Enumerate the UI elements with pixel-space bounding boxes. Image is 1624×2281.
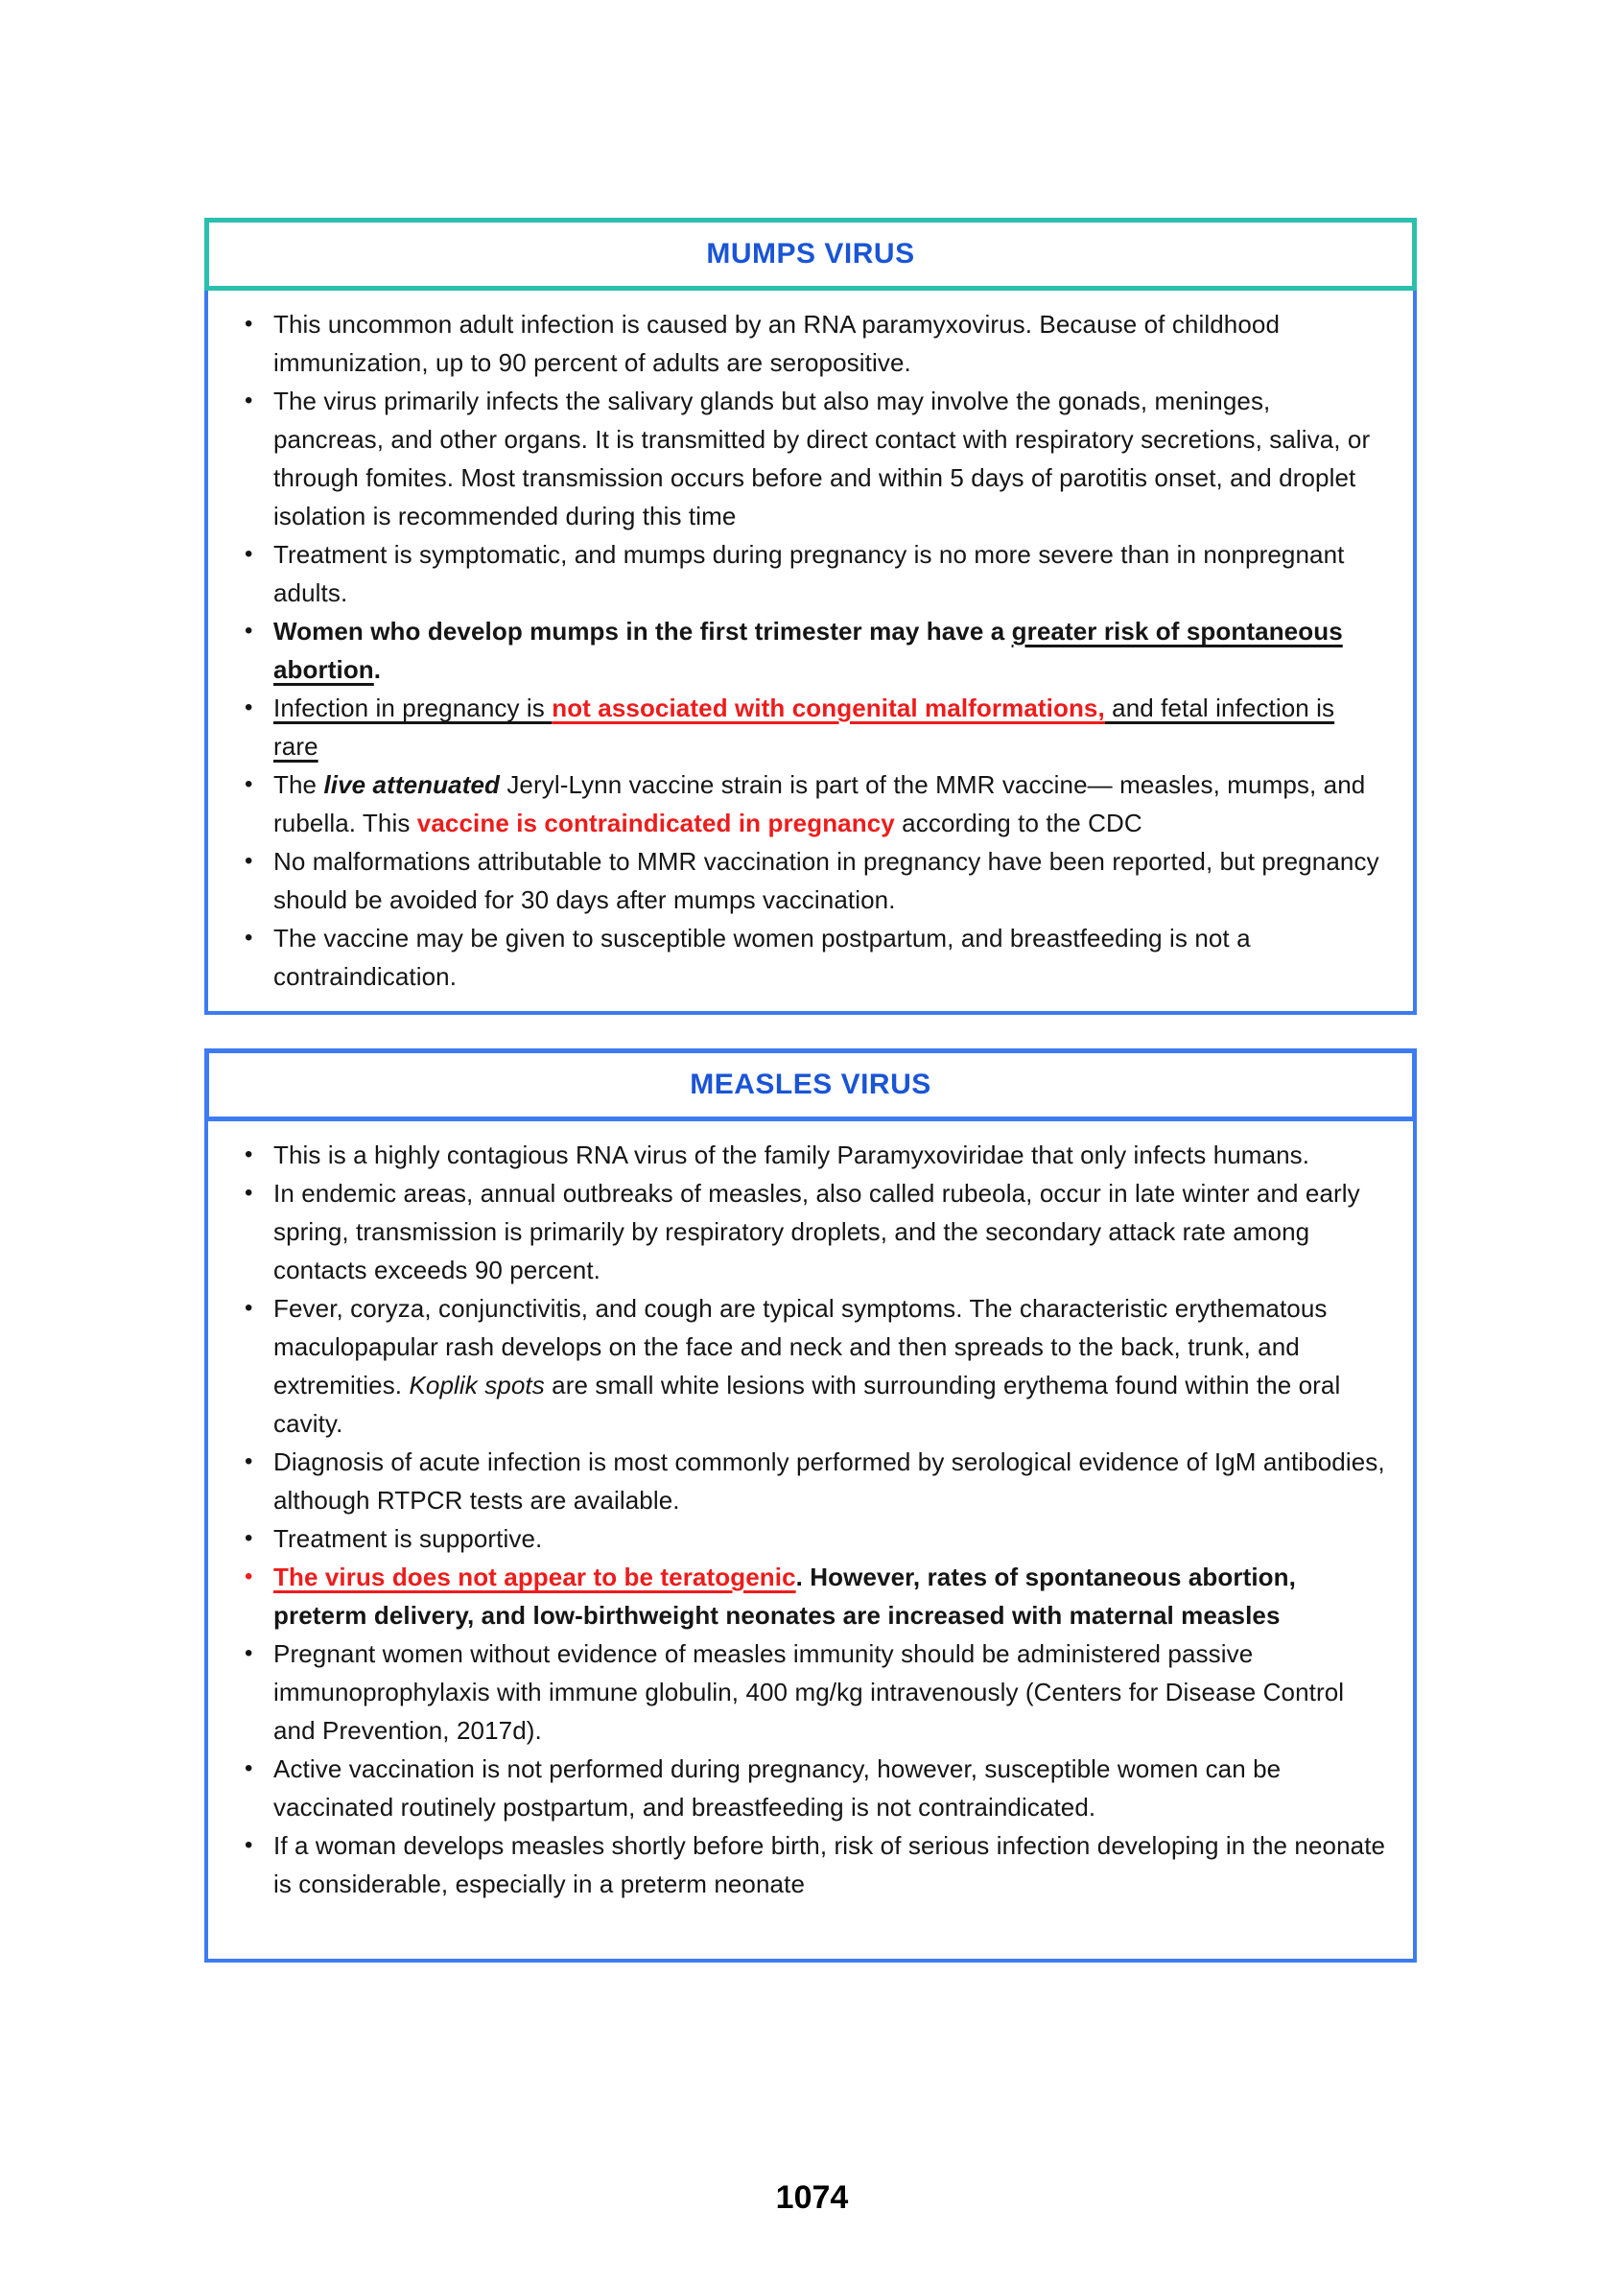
text-segment: Treatment is supportive. [273, 1524, 543, 1553]
text-segment: . [795, 1563, 811, 1591]
text-segment: vaccine is contraindicated in pregnancy [416, 809, 895, 837]
bullet-item [235, 1750, 1386, 1826]
measles-box-body [204, 1121, 1417, 1963]
bullet-item [235, 535, 1386, 612]
text-segment: live attenuated [323, 770, 500, 799]
text-segment: Women who develop mumps in the first trimester may have a [273, 617, 1012, 646]
text-segment: No malformations attributable to MMR vaccination in pregnancy have been reported, but pregnancy should be avoided for 30 days after mumps vaccination. [273, 847, 1379, 914]
text-segment: greater risk of spontaneous abortion [273, 617, 1343, 684]
measles-box-header [204, 1048, 1417, 1121]
text-segment: Infection in pregnancy is [273, 694, 553, 722]
bullet-item [235, 1558, 1386, 1634]
bullet-item [235, 382, 1386, 535]
bullet-item [235, 1826, 1386, 1903]
bullet-item [235, 1174, 1386, 1289]
text-segment: are small white lesions with surrounding erythema found within the oral cavity. [273, 1371, 1341, 1438]
bullet-item [235, 1519, 1386, 1558]
bullet-item [235, 842, 1386, 919]
text-segment: . [373, 655, 382, 684]
page-number: 1074 [775, 2179, 849, 2216]
text-segment: according to the CDC [894, 809, 1142, 837]
mumps-virus-box [204, 218, 1417, 1015]
text-segment: Active vaccination is not performed during pregnancy, however, susceptible women can be vaccinated routinely postpartum, and breastfeeding is not contraindicated. [273, 1754, 1282, 1822]
text-segment: Diagnosis of acute infection is most commonly performed by serological evidence of IgM antibodies, although RTPCR tests are available. [273, 1447, 1385, 1515]
bullet-item [235, 1443, 1386, 1519]
text-segment: Jeryl-Lynn vaccine strain is part of the MMR vaccine— measles, mumps, and rubella. This [273, 770, 1366, 837]
bullet-item [235, 612, 1386, 689]
mumps-box-title: MUMPS VIRUS [706, 238, 915, 270]
measles-bullet-list [235, 1136, 1386, 1903]
bullet-item [235, 689, 1386, 765]
text-segment: This uncommon adult infection is caused by an RNA paramyxovirus. Because of childhood immunization, up to 90 percent of adults are seropositive. [273, 310, 1281, 377]
bullet-item [235, 919, 1386, 996]
mumps-box-body [204, 291, 1417, 1015]
bullet-item [235, 1136, 1386, 1174]
text-segment: and fetal infection is rare [273, 694, 1335, 761]
text-segment: Koplik spots [409, 1371, 545, 1399]
bullet-item [235, 765, 1386, 842]
text-segment: In endemic areas, annual outbreaks of measles, also called rubeola, occur in late winter and early spring, transmission is primarily by respiratory droplets, and the secondary attack rate among contacts exceeds 90 percent. [273, 1179, 1360, 1284]
bullet-item [235, 1634, 1386, 1750]
text-segment: Treatment is symptomatic, and mumps during pregnancy is no more severe than in nonpregnant adults. [273, 540, 1345, 607]
text-segment: not associated with congenital malformations, [552, 694, 1105, 722]
text-segment: The [273, 770, 324, 799]
mumps-box-header [204, 218, 1417, 291]
bullet-item [235, 305, 1386, 382]
text-segment: Pregnant women without evidence of measles immunity should be administered passive immunoprophylaxis with immune globulin, 400 mg/kg intravenously (Centers for Disease Control and Prevention, 2017d). [273, 1639, 1345, 1745]
text-segment: This is a highly contagious RNA virus of the family Paramyxoviridae that only infects humans. [273, 1140, 1310, 1169]
text-segment: Fever, coryza, conjunctivitis, and cough are typical symptoms. The characteristic erythematous maculopapular rash develops on the face and neck and then spreads to the back, trunk, and extremities. [273, 1294, 1328, 1399]
text-segment: The vaccine may be given to susceptible women postpartum, and breastfeeding is not a contraindication. [273, 924, 1251, 991]
text-segment: The virus does not appear to be teratogenic [273, 1563, 796, 1591]
bullet-item [235, 1289, 1386, 1443]
text-segment: However, rates of spontaneous abortion, preterm delivery, and low-birthweight neonates are increased with maternal measles [273, 1563, 1296, 1630]
mumps-bullet-list [235, 305, 1386, 996]
text-segment: The virus primarily infects the salivary glands but also may involve the gonads, meninges, pancreas, and other organs. It is transmitted by direct contact with respiratory secretions, saliva, or through fomites. Most transmission occurs before and within 5 days of parotitis onset, and droplet isolation is recommended during this time [273, 387, 1371, 530]
text-segment: If a woman develops measles shortly before birth, risk of serious infection developing in the neonate is considerable, especially in a preterm neonate [273, 1831, 1386, 1898]
measles-box-title: MEASLES VIRUS [690, 1069, 931, 1100]
measles-virus-box [204, 1048, 1417, 1963]
